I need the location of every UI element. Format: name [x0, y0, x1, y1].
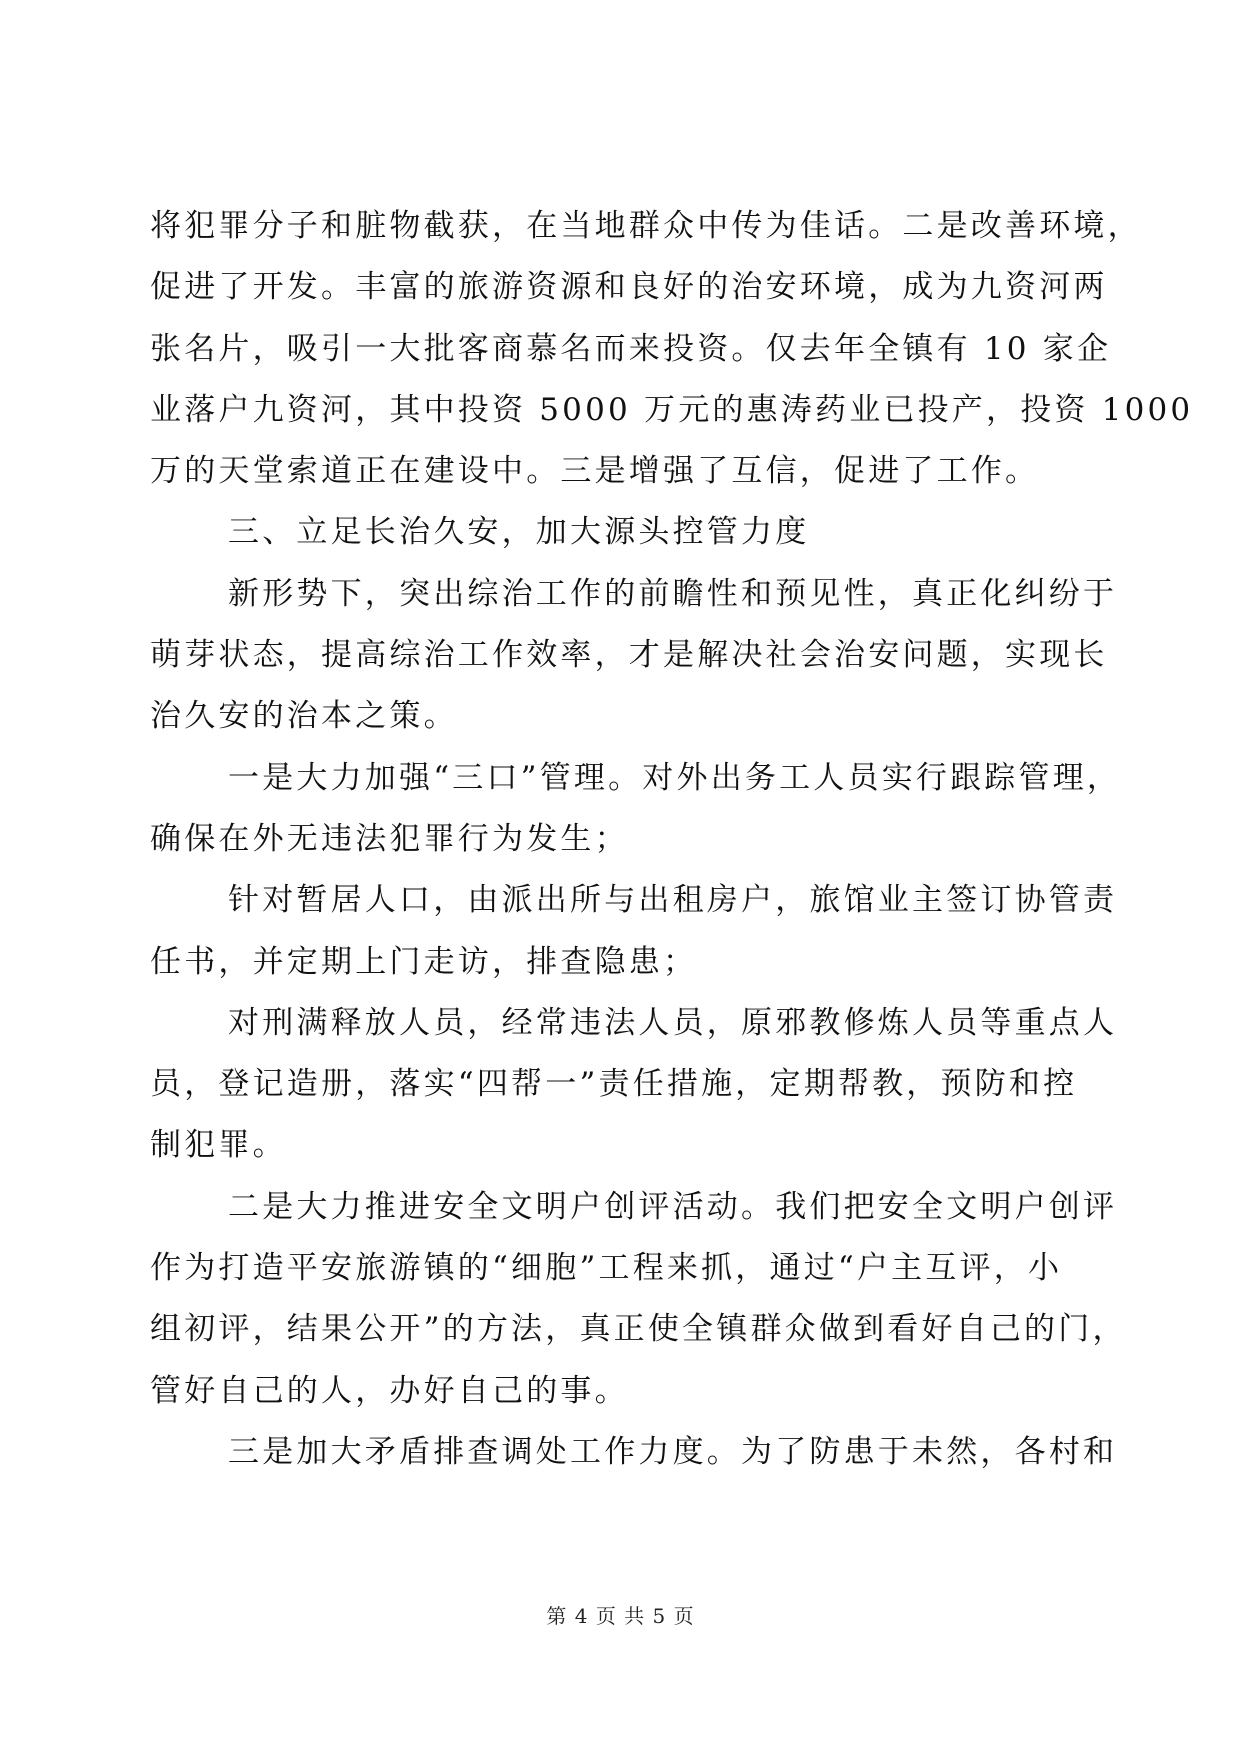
paragraph-first-line: 二是大力推进安全文明户创评活动。我们把安全文明户创评	[228, 1188, 1118, 1225]
text-line: 张名片，吸引一大批客商慕名而来投资。仅去年全镇有 10 家企	[150, 330, 1112, 367]
text-line: 作为打造平安旅游镇的“细胞”工程来抓，通过“户主互评，小	[150, 1250, 1063, 1287]
text-line: 业落户九资河，其中投资 5000 万元的惠涛药业已投产，投资 1000	[150, 391, 1194, 428]
text-line: 治久安的治本之策。	[150, 698, 458, 735]
paragraph-first-line: 对刑满释放人员，经常违法人员，原邪教修炼人员等重点人	[228, 1004, 1118, 1041]
text-line: 制犯罪。	[150, 1127, 287, 1164]
paragraph-first-line: 三、立足长治久安，加大源头控管力度	[228, 514, 810, 551]
paragraph-first-line: 针对暂居人口，由派出所与出租房户，旅馆业主签订协管责	[228, 882, 1118, 919]
text-line: 任书，并定期上门走访，排查隐患；	[150, 943, 698, 980]
paragraph-first-line: 三是加大矛盾排查调处工作力度。为了防患于未然，各村和	[228, 1433, 1118, 1470]
text-line: 将犯罪分子和脏物截获，在当地群众中传为佳话。二是改善环境，	[150, 208, 1142, 244]
text-line: 管好自己的人，办好自己的事。	[150, 1372, 629, 1409]
text-line: 组初评，结果公开”的方法，真正使全镇群众做到看好自己的门，	[150, 1311, 1127, 1348]
text-line: 万的天堂索道正在建设中。三是增强了互信，促进了工作。	[150, 453, 1040, 490]
page-footer: 第 4 页 共 5 页	[546, 1604, 695, 1628]
text-line: 促进了开发。丰富的旅游资源和良好的治安环境，成为九资河两	[150, 269, 1108, 306]
text-line: 萌芽状态，提高综治工作效率，才是解决社会治安问题，实现长	[150, 637, 1108, 674]
paragraph-first-line: 新形势下，突出综治工作的前瞻性和预见性，真正化纠纷于	[228, 575, 1118, 612]
text-line: 员，登记造册，落实“四帮一”责任措施，定期帮教，预防和控	[150, 1066, 1078, 1103]
document-body	[150, 196, 1194, 1483]
text-line: 确保在外无违法犯罪行为发生；	[150, 820, 629, 857]
paragraph-first-line: 一是大力加强“三口”管理。对外出务工人员实行跟踪管理，	[228, 759, 1122, 796]
